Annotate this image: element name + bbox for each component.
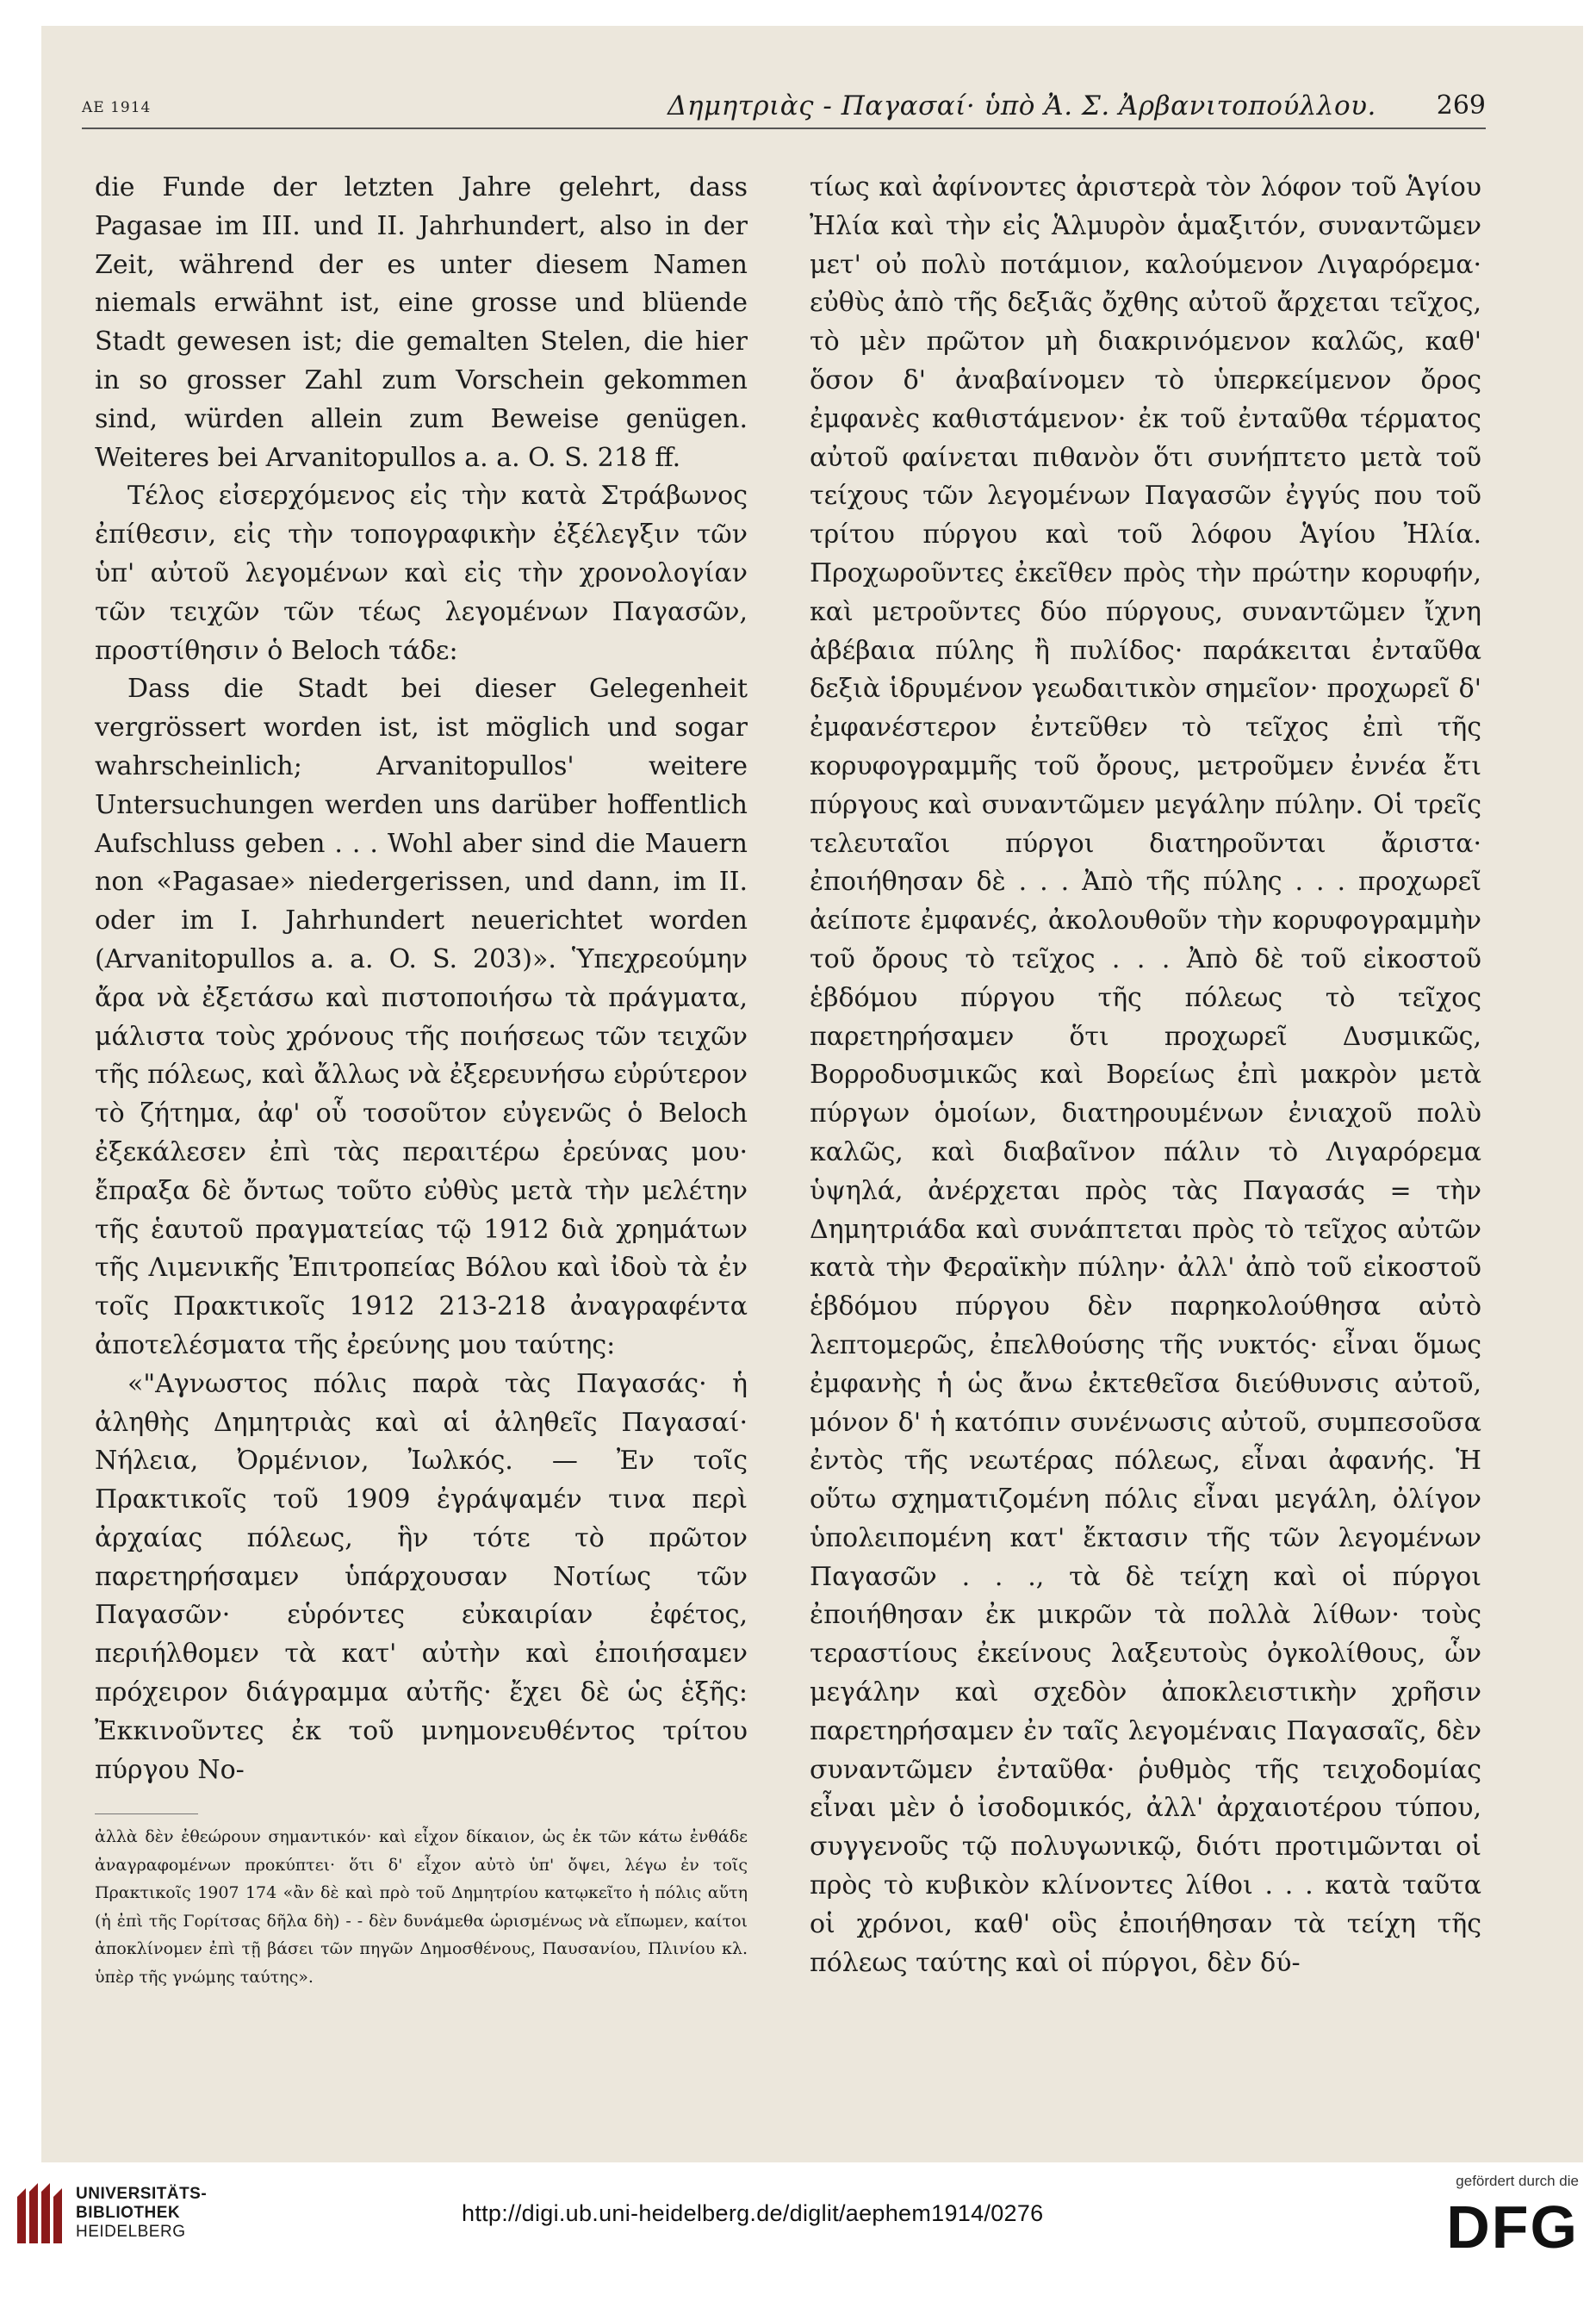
library-line: BIBLIOTHEK bbox=[76, 2204, 181, 2222]
dfg-logo[interactable]: DFG bbox=[1446, 2193, 1579, 2261]
permalink-url[interactable]: http://digi.ub.uni-heidelberg.de/diglit/aephem1914/0276 bbox=[462, 2200, 1044, 2226]
footnote-rule bbox=[95, 1813, 198, 1814]
running-title: Δημητριὰς - Παγασαί· ὑπὸ Ἀ. Σ. Ἀρβανιτοπούλλου. bbox=[668, 90, 1376, 121]
right-column bbox=[810, 169, 1481, 1982]
left-column bbox=[95, 169, 748, 1789]
paragraph: Τέλος εἰσερχόμενος εἰς τὴν κατὰ Στράβωνος ἐπίθεσιν, εἰς τὴν τοπογραφικὴν ἐξέλεγξιν τῶν ὑπ' αὐτοῦ λεγομένων καὶ εἰς τὴν χρονολογίαν τῶν τειχῶν τῶν τέως λεγομένων Παγασῶν, προστίθησιν ὁ Beloch τάδε: bbox=[95, 481, 748, 666]
library-line: HEIDELBERG bbox=[76, 2223, 186, 2241]
paragraph: τίως καὶ ἀφίνοντες ἀριστερὰ τὸν λόφον τοῦ Ἁγίου Ἠλία καὶ τὴν εἰς Ἁλμυρὸν ἁμαξιτόν, συναντῶμεν μετ' οὐ πολὺ ποτάμιον, καλούμενον Λιγαρόρεμα· εὐθὺς ἀπὸ τῆς δεξιᾶς ὄχθης αὐτοῦ ἄρχεται τεῖχος, τὸ μὲν πρῶτον μὴ διακρινόμενον καλῶς, καθ' ὅσον δ' ἀναβαίνομεν τὸ ὑπερκείμενον ὄρος ἐμφανὲς καθιστάμενον· ἐκ τοῦ ἐνταῦθα τέρματος αὐτοῦ φαίνεται πιθανὸν ὅτι συνήπτετο μετὰ τοῦ τείχους τῶν λεγομένων Παγασῶν ἐγγύς που τοῦ τρίτου πύργου καὶ τοῦ λόφου Ἁγίου Ἠλία. Προχωροῦντες ἐκεῖθεν πρὸς τὴν πρώτην κορυφήν, καὶ μετροῦντες δύο πύργους, συναντῶμεν ἴχνη ἀβέβαια πύλης ἢ πυλίδος· παράκειται ἐνταῦθα δεξιὰ ἱδρυμένον γεωδαιτικὸν σημεῖον· προχωρεῖ δ' ἐμφανέστερον ἐντεῦθεν τὸ τεῖχος ἐπὶ τῆς κορυφογραμμῆς τοῦ ὄρους, μετροῦμεν ἐννέα ἔτι πύργους καὶ συναντῶμεν μεγάλην πύλην. Οἱ τρεῖς τελευταῖοι πύργοι διατηροῦνται ἄριστα· ἐποιήθησαν δὲ . . . Ἀπὸ τῆς πύλης . . . προχωρεῖ ἀείποτε ἐμφανές, ἀκολουθοῦν τὴν κορυφογραμμὴν τοῦ ὄρους τὸ τεῖχος . . . Ἀπὸ δὲ τοῦ εἰκοστοῦ ἑβδόμου πύργου τῆς πόλεως τὸ τεῖχος παρετηρήσαμεν ὅτι προχωρεῖ Δυσμικῶς, Βορροδυσμικῶς καὶ Βορείως ἐπὶ μακρὸν μετὰ πύργων ὁμοίων, διατηρουμένων ἐνιαχοῦ πολὺ καλῶς, καὶ διαβαῖνον πάλιν τὸ Λιγαρόρεμα ὑψηλά, ἀνέρχεται πρὸς τὰς Παγασάς = τὴν Δημητριάδα καὶ συνάπτεται πρὸς τὸ τεῖχος αὐτῶν κατὰ τὴν Φεραϊκὴν πύλην· ἀλλ' ἀπὸ τοῦ εἰκοστοῦ ἑβδόμου πύργου δὲν παρηκολούθησα αὐτὸ λεπτομερῶς, ἐπελθούσης τῆς νυκτός· εἶναι ὅμως ἐμφανὴς ἡ ὡς ἄνω ἐκτεθεῖσα διεύθυνσις αὐτοῦ, μόνον δ' ἡ κατόπιν συνένωσις αὐτοῦ, συμπεσοῦσα ἐντὸς τῆς νεωτέρας πόλεως, εἶναι ἀφανής. Ἡ οὕτω σχηματιζομένη πόλις εἶναι μεγάλη, ὀλίγον ὑπολειπομένη κατ' ἔκτασιν τῆς τῶν λεγομένων Παγασῶν . . ., τὰ δὲ τείχη καὶ οἱ πύργοι ἐποιήθησαν ἐκ μικρῶν τὰ πολλὰ λίθων· τοὺς τεραστίους ἐκείνους λαξευτοὺς ὀγκολίθους, ὧν μεγάλην καὶ σχεδὸν ἀποκλειστικὴν χρῆσιν παρετηρήσαμεν ἐν ταῖς λεγομέναις Παγασαῖς, δὲν συναντῶμεν ἐνταῦθα· ῥυθμὸς τῆς τειχοδομίας εἶναι μὲν ὁ ἰσοδομικός, ἀλλ' ἀρχαιοτέρου τύπου, συγγενοῦς τῷ πολυγωνικῷ, διότι προτιμῶνται οἱ πρὸς τὸ κυβικὸν κλίνοντες λίθοι . . . κατὰ ταῦτα οἱ χρόνοι, καθ' οὓς ἐποιήθησαν τὰ τείχη τῆς πόλεως ταύτης καὶ οἱ πύργοι, δὲν δύ- bbox=[810, 172, 1481, 1978]
footnote bbox=[95, 1823, 748, 1991]
library-logo[interactable] bbox=[16, 2180, 257, 2249]
library-emblem-icon bbox=[16, 2180, 67, 2245]
library-line: UNIVERSITÄTS- bbox=[76, 2185, 208, 2203]
funder-block bbox=[1389, 2173, 1579, 2293]
running-head bbox=[82, 90, 1486, 125]
header-rule bbox=[82, 128, 1486, 129]
paragraph: «"Αγνωστος πόλις παρὰ τὰς Παγασάς· ἡ ἀληθὴς Δημητριὰς καὶ αἱ ἀληθεῖς Παγασαί· Νήλεια, Ὀρμένιον, Ἰωλκός. — Ἐν τοῖς Πρακτικοῖς τοῦ 1909 ἐγράψαμέν τινα περὶ ἀρχαίας πόλεως, ἣν τότε τὸ πρῶτον παρετηρήσαμεν ὑπάρχουσαν Νοτίως τῶν Παγασῶν· εὑρόντες εὐκαιρίαν ἐφέτος, περιήλθομεν τὰ κατ' αὐτὴν καὶ ἐποιήσαμεν πρόχειρον διάγραμμα αὐτῆς· ἔχει δὲ ὡς ἑξῆς: Ἐκκινοῦντες ἐκ τοῦ μνημονευθέντος τρίτου πύργου Νο- bbox=[95, 1368, 748, 1785]
footer bbox=[0, 2162, 1596, 2308]
page-number: 269 bbox=[1436, 90, 1486, 121]
paragraph: Dass die Stadt bei dieser Gelegenheit vergrössert worden ist, ist möglich und sogar wahrscheinlich; Arvanitopullos' weitere Untersuchungen werden uns darüber hoffentlich Aufschluss geben . . . Wohl aber sind die Mauern non «Pagasae» niedergerissen, und dann, im II. oder im I. Jahrhundert neuerichtet worden (Arvanitopullos a. a. O. S. 203)». Ὑπεχρεούμην ἄρα νὰ ἐξετάσω καὶ πιστοποιήσω τὰ πράγματα, μάλιστα τοὺς χρόνους τῆς ποιήσεως τῶν τειχῶν τῆς πόλεως, καὶ ἄλλως νὰ ἐξερευνήσω εὐρύτερον τὸ ζήτημα, ἀφ' οὗ τοσοῦτον εὐγενῶς ὁ Beloch ἐξεκάλεσεν ἐπὶ τὰς περαιτέρω ἐρεύνας μου· ἔπραξα δὲ ὄντως τοῦτο εὐθὺς μετὰ τὴν μελέτην τῆς ἑαυτοῦ πραγματείας τῷ 1912 διὰ χρημάτων τῆς Λιμενικῆς Ἐπιτροπείας Βόλου καὶ ἰδοὺ τὰ ἐν τοῖς Πρακτικοῖς 1912 213-218 ἀναγραφέντα ἀποτελέσματα τῆς ἐρεύνης μου ταύτης: bbox=[95, 674, 748, 1360]
funded-by-label: gefördert durch die bbox=[1456, 2173, 1579, 2189]
footnote-text: ἀλλὰ δὲν ἐθεώρουν σημαντικόν· καὶ εἶχον δίκαιον, ὡς ἐκ τῶν κάτω ἐνθάδε ἀναγραφομένων προκύπτει· ὅτι δ' εἶχον αὐτὸ ὑπ' ὄψει, λέγω ἐν τοῖς Πρακτικοῖς 1907 174 «ἂν δὲ καὶ πρὸ τοῦ Δημητρίου κατῳκεῖτο ἡ πόλις αὕτη (ἡ ἐπὶ τῆς Γορίτσας δῆλα δὴ) - - δὲν δυνάμεθα ὡρισμένως νὰ εἴπωμεν, καίτοι ἀποκλίνομεν ἐπὶ τῇ βάσει τῶν πηγῶν Δημοσθένους, Παυσανίου, Πλινίου κλ. ὑπὲρ τῆς γνώμης ταύτης». bbox=[95, 1827, 748, 1987]
paragraph: die Funde der letzten Jahre gelehrt, dass Pagasae im III. und II. Jahrhundert, also in der Zeit, während der es unter diesem Namen niemals erwähnt ist, eine grosse und blüende Stadt gewesen ist; die gemalten Stelen, die hier in so grosser Zahl zum Vorschein gekommen sind, würden allein zum Beweise genügen. Weiteres bei Arvanitopullos a. a. O. S. 218 ff. bbox=[95, 172, 748, 473]
library-name bbox=[76, 2185, 207, 2242]
journal-label: ΑΕ 1914 bbox=[82, 99, 152, 116]
